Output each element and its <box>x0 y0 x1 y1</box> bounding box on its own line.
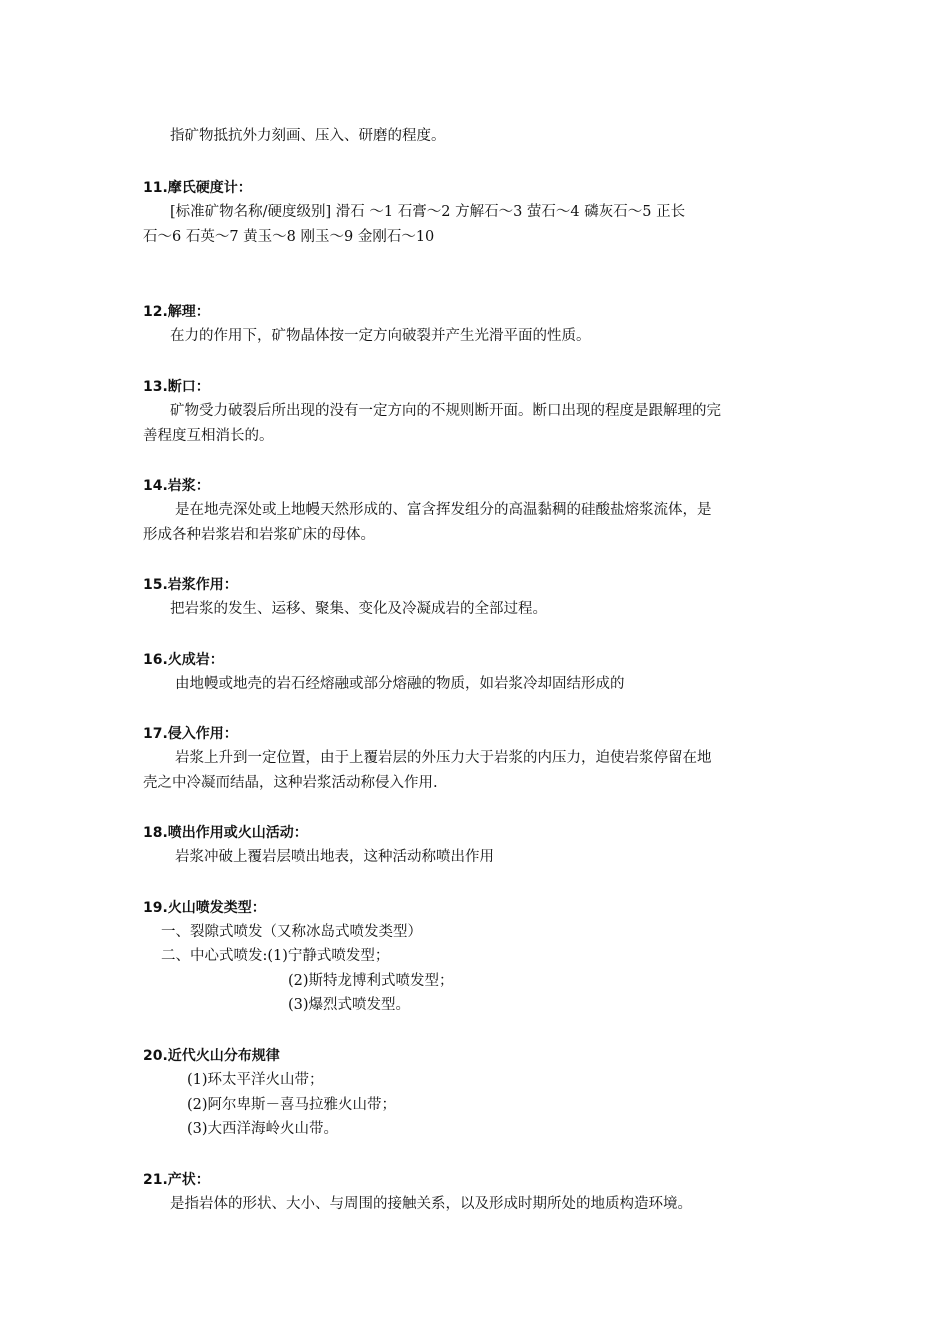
section-18-title: 18.喷出作用或火山活动： <box>143 825 308 841</box>
hardness-description: 指矿物抵抗外力刻画、压入、研磨的程度。 <box>170 128 446 144</box>
section-20-item-2: (2)阿尔卑斯－喜马拉雅火山带； <box>187 1097 397 1113</box>
section-13-line-2: 善程度互相消长的。 <box>143 428 274 444</box>
section-12-title: 12.解理： <box>143 304 210 320</box>
section-19-item-4: (3)爆烈式喷发型。 <box>288 997 411 1013</box>
section-14-title: 14.岩浆： <box>143 478 210 494</box>
section-11-title: 11.摩氏硬度计： <box>143 180 252 196</box>
section-17-line-1: 岩浆上升到一定位置，由于上覆岩层的外压力大于岩浆的内压力，迫使岩浆停留在地 <box>175 750 712 766</box>
section-15-line-1: 把岩浆的发生、运移、聚集、变化及冷凝成岩的全部过程。 <box>170 601 547 617</box>
section-16-title: 16.火成岩： <box>143 652 224 668</box>
section-21-title: 21.产状： <box>143 1172 210 1188</box>
section-18-line-1: 岩浆冲破上覆岩层喷出地表，这种活动称喷出作用 <box>175 849 494 865</box>
section-16-line-1: 由地幔或地壳的岩石经熔融或部分熔融的物质，如岩浆冷却固结形成的 <box>175 676 625 692</box>
section-12-line-1: 在力的作用下，矿物晶体按一定方向破裂并产生光滑平面的性质。 <box>170 328 591 344</box>
section-20-title: 20.近代火山分布规律 <box>143 1048 280 1064</box>
section-14-line-1: 是在地壳深处或上地幔天然形成的、富含挥发组分的高温黏稠的硅酸盐熔浆流体，是 <box>175 502 712 518</box>
section-14-line-2: 形成各种岩浆岩和岩浆矿床的母体。 <box>143 527 375 543</box>
section-17-line-2: 壳之中冷凝而结晶，这种岩浆活动称侵入作用. <box>143 775 438 791</box>
section-13-line-1: 矿物受力破裂后所出现的没有一定方向的不规则断开面。断口出现的程度是跟解理的完 <box>170 403 721 419</box>
section-20-item-3: (3)大西洋海岭火山带。 <box>187 1121 339 1137</box>
section-19-title: 19.火山喷发类型： <box>143 900 266 916</box>
section-19-item-3: (2)斯特龙博利式喷发型； <box>288 973 454 989</box>
section-13-title: 13.断口： <box>143 379 210 395</box>
section-11-line-2: 石～6 石英～7 黄玉～8 刚玉～9 金刚石～10 <box>143 229 435 245</box>
section-19-item-2: 二、中心式喷发:(1)宁静式喷发型； <box>161 948 390 964</box>
section-20-item-1: (1)环太平洋火山带； <box>187 1072 324 1088</box>
section-17-title: 17.侵入作用： <box>143 726 238 742</box>
section-15-title: 15.岩浆作用： <box>143 577 238 593</box>
section-21-line-1: 是指岩体的形状、大小、与周围的接触关系，以及形成时期所处的地质构造环境。 <box>170 1196 692 1212</box>
section-19-item-1: 一、裂隙式喷发（又称冰岛式喷发类型） <box>161 924 422 940</box>
section-11-line-1: [标准矿物名称/硬度级别] 滑石 ～1 石膏～2 方解石～3 萤石～4 磷灰石～5 正长 <box>170 204 686 220</box>
